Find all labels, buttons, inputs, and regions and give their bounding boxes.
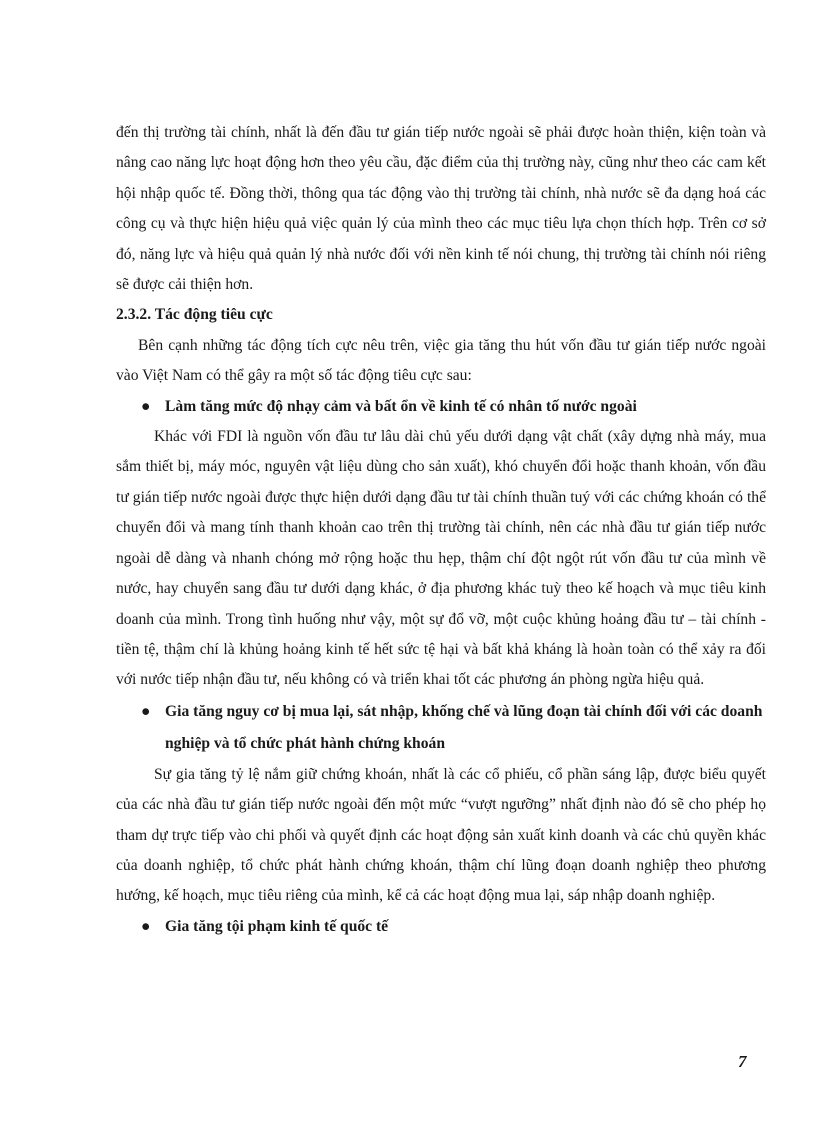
bullet-text: Làm tăng mức độ nhạy cảm và bất ổn về kinh tế có nhân tố nước ngoài: [165, 397, 637, 415]
paragraph-negative-intro: Bên cạnh những tác động tích cực nêu trên, việc gia tăng thu hút vốn đầu tư gián tiếp nước ngoài vào Việt Nam có thể gây ra một số tác động tiêu cực sau:: [116, 336, 766, 385]
paragraph-intro: đến thị trường tài chính, nhất là đến đầu tư gián tiếp nước ngoài sẽ phải được hoàn thiện, kiện toàn và nâng cao năng lực hoạt động hơn theo yêu cầu, đặc điểm của thị trường này, cũng như theo các cam kết hội nhập quốc tế. Đồng thời, thông qua tác động vào thị trường tài chính, nhà nước sẽ đa dạng hoá các công cụ và thực hiện hiệu quả việc quản lý của mình theo các mục tiêu lựa chọn thích hợp. Trên cơ sở đó, năng lực và hiệu quả quản lý nhà nước đối với nền kinh tế nói chung, thị trường tài chính nói riêng sẽ được cải thiện hơn.: [116, 124, 766, 294]
page-number: 7: [738, 1052, 747, 1071]
bullet-item-instability: [116, 392, 766, 422]
bullet-item-acquisition: [116, 696, 766, 760]
bullet-icon: ●: [141, 397, 151, 415]
paragraph-shareholding: Sự gia tăng tỷ lệ nắm giữ chứng khoán, nhất là các cổ phiếu, cổ phần sáng lập, được biểu quyết của các nhà đầu tư gián tiếp nước ngoài đến một mức “vượt ngưỡng” nhất định nào đó sẽ cho phép họ tham dự trực tiếp vào chi phối và quyết định các hoạt động sản xuất kinh doanh và các chủ quyền khác của doanh nghiệp, tổ chức phát hành chứng khoán, thậm chí lũng đoạn doanh nghiệp theo phương hướng, kế hoạch, mục tiêu riêng của mình, kể cả các hoạt động mua lại, sáp nhập doanh nghiệp.: [116, 765, 766, 905]
section-heading: 2.3.2. Tác động tiêu cực: [116, 306, 273, 324]
document-body: [116, 118, 766, 942]
bullet-text: Gia tăng nguy cơ bị mua lại, sát nhập, khống chế và lũng đoạn tài chính đối với các doanh nghiệp và tổ chức phát hành chứng khoán: [165, 702, 763, 752]
bullet-text: Gia tăng tội phạm kinh tế quốc tế: [165, 917, 389, 935]
paragraph-fdi-comparison: Khác với FDI là nguồn vốn đầu tư lâu dài chủ yếu dưới dạng vật chất (xây dựng nhà máy, mua sắm thiết bị, máy móc, nguyên vật liệu dùng cho sản xuất), khó chuyển đổi hoặc thanh khoản, vốn đầu tư gián tiếp nước ngoài được thực hiện dưới dạng đầu tư tài chính thuần tuý với các chứng khoán có thể chuyển đổi và mang tính thanh khoản cao trên thị trường tài chính, nên các nhà đầu tư gián tiếp nước ngoài dễ dàng và nhanh chóng mở rộng hoặc thu hẹp, thậm chí đột ngột rút vốn đầu tư của mình về nước, hay chuyển sang đầu tư dưới dạng khác, ở địa phương khác tuỳ theo kế hoạch và mục tiêu kinh doanh của mình. Trong tình huống như vậy, một sự đổ vỡ, một cuộc khủng hoảng đầu tư – tài chính - tiền tệ, thậm chí là khủng hoảng kinh tế hết sức tệ hại và bất khả kháng là hoàn toàn có thể xảy ra đối với nước tiếp nhận đầu tư, nếu không có và triển khai tốt các phương án phòng ngừa hiệu quả.: [116, 428, 766, 689]
bullet-icon: ●: [141, 917, 151, 935]
bullet-icon: ●: [141, 702, 151, 720]
bullet-item-crime: [116, 912, 766, 942]
